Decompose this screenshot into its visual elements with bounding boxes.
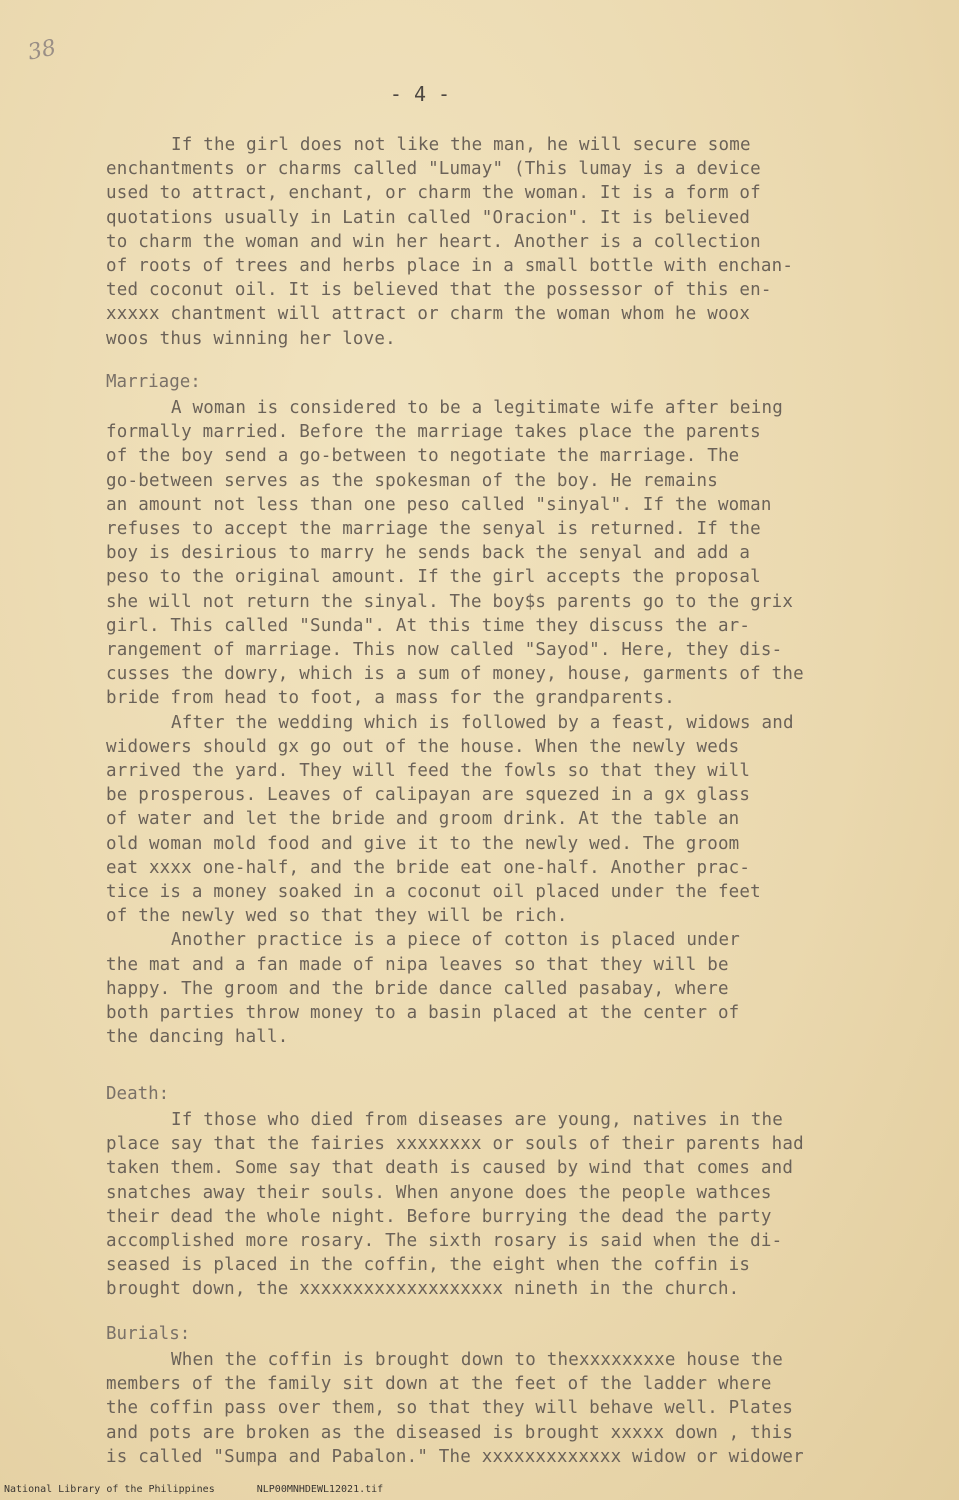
text-line: of roots of trees and herbs place in a small bottle with enchan- [106, 256, 794, 277]
text-line: members of the family sit down at the feet of the ladder where [106, 1374, 772, 1395]
text-line: woos thus winning her love. [106, 328, 396, 349]
text-line: seased is placed in the coffin, the eight when the coffin is [106, 1255, 751, 1276]
page-number: - 4 - [389, 82, 451, 106]
text-line: brought down, the xxxxxxxxxxxxxxxxxxx nineth in the church. [106, 1279, 740, 1300]
text-line: of the newly wed so that they will be rich. [106, 906, 568, 927]
scan-footer [4, 1484, 954, 1495]
text-line: accomplished more rosary. The sixth rosary is said when the di- [106, 1231, 783, 1252]
section-text-courtship-charms [106, 133, 896, 351]
text-line: of water and let the bride and groom drink. At the table an [106, 809, 740, 830]
text-line: peso to the original amount. If the girl accepts the proposal [106, 567, 761, 588]
text-line: an amount not less than one peso called "sinyal". If the woman [106, 494, 772, 515]
text-line: old woman mold food and give it to the newly wed. The groom [106, 833, 740, 854]
text-line: widowers should gx go out of the house. When the newly weds [106, 736, 740, 757]
text-line: is called "Sumpa and Pabalon." The xxxxxxxxxxxxx widow or widower [106, 1446, 804, 1467]
text-line: Another practice is a piece of cotton is placed under [171, 930, 741, 951]
section-text-death [106, 1108, 896, 1302]
text-line: be prosperous. Leaves of calipayan are squezed in a gx glass [106, 785, 751, 806]
text-line: After the wedding which is followed by a feast, widows and [171, 712, 794, 733]
text-line: and pots are broken as the diseased is brought xxxxx down , this [106, 1422, 794, 1443]
text-line: quotations usually in Latin called "Oracion". It is believed [106, 207, 751, 228]
text-line: the dancing hall. [106, 1027, 289, 1048]
section-text-burials [106, 1348, 896, 1469]
footer-file: NLP00MNHDEWL12021.tif [256, 1484, 384, 1495]
section-heading-marriage: Marriage: [106, 372, 201, 392]
handwritten-page-mark: 38 [25, 35, 59, 66]
text-line: enchantments or charms called "Lumay" (This lumay is a device [106, 159, 761, 180]
text-line: refuses to accept the marriage the senyal is returned. If the [106, 519, 761, 540]
text-line: bride from head to foot, a mass for the grandparents. [106, 688, 676, 709]
text-line: the coffin pass over them, so that they will behave well. Plates [106, 1398, 794, 1419]
text-line: formally married. Before the marriage takes place the parents [106, 422, 761, 443]
text-line: used to attract, enchant, or charm the woman. It is a form of [106, 183, 761, 204]
text-line: taken them. Some say that death is caused by wind that comes and [106, 1158, 794, 1179]
section-heading-burials: Burials: [106, 1324, 191, 1344]
text-line: both parties throw money to a basin placed at the center of [106, 1003, 740, 1024]
text-line: A woman is considered to be a legitimate wife after being [171, 398, 783, 418]
text-line: tice is a money soaked in a coconut oil placed under the feet [106, 882, 761, 903]
text-line: arrived the yard. They will feed the fowls so that they will [106, 761, 751, 782]
text-line: place say that the fairies xxxxxxxx or souls of their parents had [106, 1134, 804, 1155]
text-line: their dead the whole night. Before burrying the dead the party [106, 1206, 772, 1227]
footer-library: National Library of the Philippines [4, 1484, 215, 1495]
text-line: ted coconut oil. It is believed that the possessor of this en- [106, 280, 772, 301]
text-line: the mat and a fan made of nipa leaves so that they will be [106, 954, 729, 975]
text-line: eat xxxx one-half, and the bride eat one-half. Another prac- [106, 857, 751, 878]
text-line: If those who died from diseases are young, natives in the [171, 1110, 783, 1130]
text-line: of the boy send a go-between to negotiate the marriage. The [106, 446, 740, 467]
text-line: When the coffin is brought down to thexxxxxxxxe house the [171, 1350, 783, 1370]
text-line: boy is desirious to marry he sends back the senyal and add a [106, 543, 751, 564]
text-line: snatches away their souls. When anyone does the people wathces [106, 1182, 772, 1203]
text-line: If the girl does not like the man, he will secure some [171, 135, 751, 155]
text-line: she will not return the sinyal. The boy$s parents go to the grix [106, 591, 794, 612]
section-heading-death: Death: [106, 1084, 170, 1104]
text-line: happy. The groom and the bride dance called pasabay, where [106, 978, 729, 999]
section-text-marriage [106, 396, 896, 1049]
text-line: to charm the woman and win her heart. Another is a collection [106, 231, 761, 252]
text-line: rangement of marriage. This now called "Sayod". Here, they dis- [106, 640, 783, 661]
text-line: xxxxx chantment will attract or charm the woman whom he woox [106, 304, 751, 325]
text-line: cusses the dowry, which is a sum of money, house, garments of the [106, 664, 804, 685]
text-line: go-between serves as the spokesman of the boy. He remains [106, 470, 718, 491]
text-line: girl. This called "Sunda". At this time they discuss the ar- [106, 615, 751, 636]
